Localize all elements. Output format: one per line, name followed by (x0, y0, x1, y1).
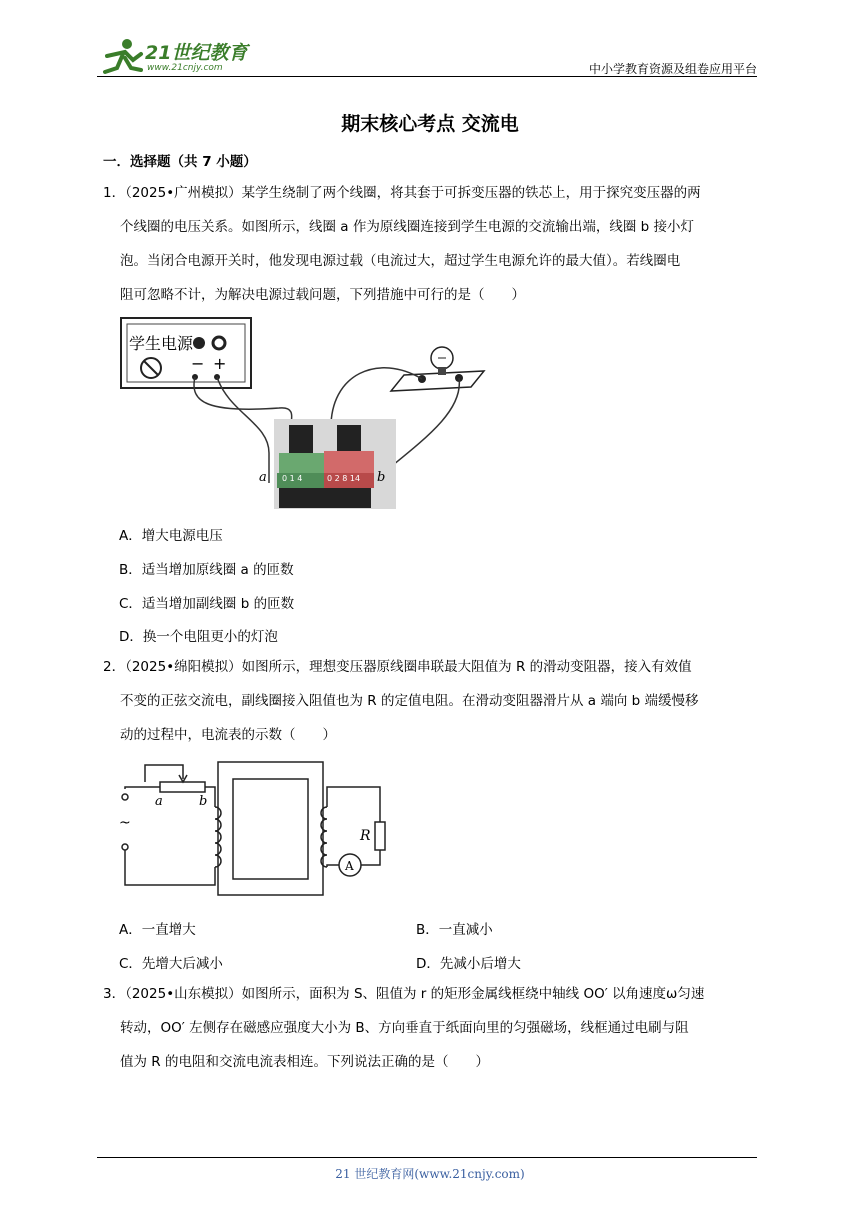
q2-line: 2．（2025•绵阳模拟）如图所示，理想变压器原线圈串联最大阻值为 R 的滑动变阻器，接入有效值 (103, 659, 692, 675)
q1-option-d[interactable]: D．换一个电阻更小的灯泡 (119, 629, 278, 645)
q1-transformer-figure (119, 313, 491, 513)
question-2-text (103, 650, 763, 752)
coil-a-ticks: 0 1 4 (282, 474, 303, 483)
page-title: 期末核心考点 交流电 (341, 113, 519, 135)
q2-option-a[interactable]: A．一直增大 (119, 922, 196, 938)
q2-option-b[interactable]: B．一直减小 (416, 922, 493, 938)
q3-line: 转动，OO′ 左侧存在磁感应强度大小为 B、方向垂直于纸面向里的匀强磁场，线框通过电刷与阻 (120, 1020, 689, 1036)
platform-tag: 中小学教育资源及组卷应用平台 (588, 62, 757, 76)
ammeter-label: A (345, 859, 354, 873)
q1-line: 阻可忽略不计，为解决电源过载问题，下列措施中可行的是（ ） (120, 287, 525, 303)
coil-b-ticks: 0 2 8 14 (327, 474, 361, 483)
rheostat-end-b: b (199, 794, 208, 809)
minus-terminal-label: − (191, 354, 205, 373)
logo-main-text: 21世纪教育 (145, 42, 248, 64)
q3-line: 值为 R 的电阻和交流电流表相连。下列说法正确的是（ ） (120, 1054, 489, 1070)
plus-terminal-label: + (213, 354, 227, 373)
q1-line: 1．（2025•广州模拟）某学生绕制了两个线圈，将其套于可拆变压器的铁芯上，用于探究变压器的两 (103, 185, 701, 201)
q1-option-c[interactable]: C．适当增加副线圈 b 的匝数 (119, 596, 295, 612)
q1-option-a[interactable]: A．增大电源电压 (119, 528, 223, 544)
resistor-r-label: R (360, 828, 371, 844)
question-1-text (103, 176, 763, 312)
header-divider (97, 76, 757, 77)
q2-option-d[interactable]: D．先减小后增大 (416, 956, 521, 972)
q1-line: 泡。当闭合电源开关时，他发现电源过载（电流过大，超过学生电源允许的最大值）。若线圈电 (120, 253, 681, 269)
q3-line: 3．（2025•山东模拟）如图所示，面积为 S、阻值为 r 的矩形金属线框绕中轴线 OO′ 以角速度ω匀速 (103, 986, 705, 1002)
q2-line: 不变的正弦交流电，副线圈接入阻值也为 R 的定值电阻。在滑动变阻器滑片从 a 端向 b 端缓慢移 (120, 693, 699, 709)
q2-line: 动的过程中，电流表的示数（ ） (120, 727, 336, 743)
power-supply-label: 学生电源 (129, 334, 194, 353)
rheostat-end-a: a (155, 794, 163, 809)
runner-logo-icon (97, 36, 145, 76)
q1-line: 个线圈的电压关系。如图所示，线圈 a 作为原线圈连接到学生电源的交流输出端，线圈 b 接小灯 (120, 219, 695, 235)
q1-option-b[interactable]: B．适当增加原线圈 a 的匝数 (119, 562, 294, 578)
section-heading: 一．选择题（共 7 小题） (103, 154, 257, 170)
logo-sub-text: www.21cnjy.com (147, 63, 223, 73)
question-3-text (103, 977, 763, 1079)
footer-text: 21 世纪教育网(www.21cnjy.com) (335, 1167, 525, 1181)
coil-a-label: a (259, 470, 267, 485)
logo (97, 36, 257, 76)
q2-circuit-figure (115, 757, 395, 899)
coil-b-label: b (377, 470, 386, 485)
footer-divider (97, 1157, 757, 1158)
ac-source-symbol: ~ (119, 815, 131, 831)
q2-option-c[interactable]: C．先增大后减小 (119, 956, 223, 972)
